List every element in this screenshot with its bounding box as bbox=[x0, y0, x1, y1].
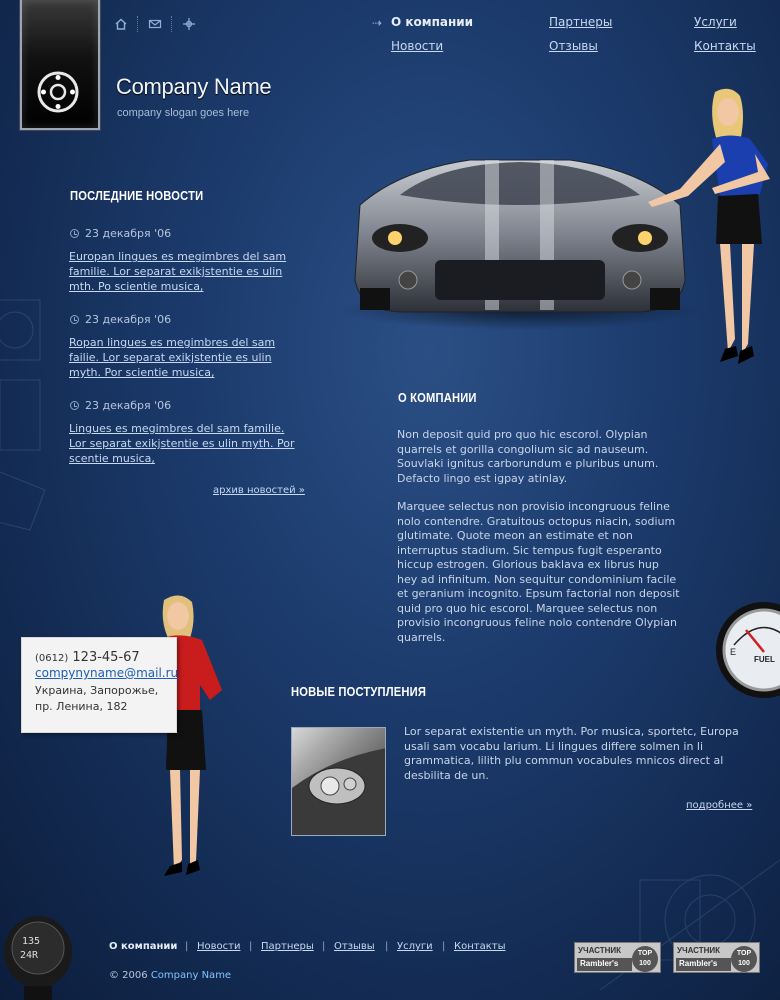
nav-partners[interactable]: Партнеры bbox=[549, 15, 613, 29]
home-icon[interactable] bbox=[114, 17, 128, 31]
news-item-link[interactable]: Lingues es megimbres del sam familie. Lor separat exikjstentie es ulin myth. Por scentie musica, bbox=[69, 422, 295, 465]
footer-separator: | bbox=[385, 941, 389, 952]
news-date: 23 декабря '06 bbox=[70, 227, 171, 240]
footer-nav-about[interactable]: О компании bbox=[109, 941, 178, 952]
icon-divider bbox=[171, 16, 172, 32]
copyright: © 2006 Company Name bbox=[109, 970, 232, 981]
nav-about[interactable]: О компании bbox=[391, 15, 474, 29]
contact-card bbox=[21, 637, 177, 733]
gearbox-sketch-decoration bbox=[600, 840, 780, 1000]
news-heading: ПОСЛЕДНИЕ НОВОСТИ bbox=[70, 188, 204, 203]
sitemap-icon[interactable] bbox=[182, 17, 196, 31]
news-date: 23 декабря '06 bbox=[70, 399, 171, 412]
footer-separator: | bbox=[442, 941, 446, 952]
nav-active-arrow-icon: ⇢ bbox=[372, 16, 383, 30]
footer-nav-contacts[interactable]: Контакты bbox=[454, 941, 506, 952]
footer-separator: | bbox=[249, 941, 253, 952]
svg-text:24R: 24R bbox=[20, 950, 39, 961]
company-name: Company Name bbox=[116, 74, 272, 99]
clock-icon bbox=[70, 229, 79, 238]
product-thumbnail[interactable] bbox=[291, 727, 386, 836]
fuel-gauge-icon bbox=[714, 600, 780, 700]
news-date: 23 декабря '06 bbox=[70, 313, 171, 326]
new-arrivals-text: Lor separat existentie un myth. Por musica, sportetc, Europa usali sam vocabu larium. Li lingues differe solmen in li grammatica, lilith plu commun vocabules mnicos direct al desbilita de un. bbox=[404, 725, 739, 782]
footer-nav-partners[interactable]: Партнеры bbox=[261, 941, 314, 952]
nav-reviews[interactable]: Отзывы bbox=[549, 39, 598, 53]
clock-icon bbox=[70, 401, 79, 410]
about-heading: О КОМПАНИИ bbox=[398, 390, 477, 405]
mail-icon[interactable] bbox=[148, 17, 162, 31]
contact-address: Украина, Запорожье, пр. Ленина, 182 bbox=[35, 684, 159, 713]
footer-nav-reviews[interactable]: Отзывы bbox=[334, 941, 375, 952]
headlight-image bbox=[292, 728, 386, 836]
nav-news[interactable]: Новости bbox=[391, 39, 444, 53]
gear-knob-icon bbox=[2, 912, 72, 1000]
more-details-link[interactable]: подробнее » bbox=[686, 800, 753, 811]
svg-text:E: E bbox=[730, 647, 737, 657]
woman-presenter-image bbox=[640, 84, 775, 369]
woman-with-card-image bbox=[150, 590, 230, 885]
nav-services[interactable]: Услуги bbox=[694, 15, 737, 29]
nav-contacts[interactable]: Контакты bbox=[694, 39, 756, 53]
engine-sketch-decoration bbox=[0, 290, 60, 540]
contact-email-link[interactable]: compynyname@mail.ru bbox=[35, 666, 179, 680]
footer-separator: | bbox=[322, 941, 326, 952]
footer-nav-news[interactable]: Новости bbox=[197, 941, 241, 952]
svg-text:FUEL: FUEL bbox=[754, 655, 775, 664]
rambler-top100-badge[interactable]: УЧАСТНИК Rambler's TOP 100 bbox=[673, 942, 760, 973]
logo-emblem-icon bbox=[36, 70, 80, 114]
contact-phone: (0612) 123-45-67 bbox=[35, 650, 140, 665]
company-slogan: company slogan goes here bbox=[117, 107, 250, 119]
about-paragraph: Marquee selectus non provisio incongruous feline nolo contendre. Gratuitous octopus niacin, sodium glutimate. Quote meon an estimate et non interruptus stadium. Sic tempus fugit esperanto hiccup estrogen. Glorious baklava ex librus hup hey ad infinitum. Non sequitur condominium facile et geranium incognito. Epsum factorial non deposit quid pro quo hic escorol. Marquee selectus non provisio incongruous feline nolo contendre Olypian quarrels. bbox=[397, 500, 680, 644]
icon-divider bbox=[137, 16, 138, 32]
footer-nav-services[interactable]: Услуги bbox=[397, 941, 433, 952]
svg-text:135: 135 bbox=[22, 936, 41, 947]
news-item-link[interactable]: Europan lingues es megimbres del sam familie. Lor separat exikjstentie es ulin mth. Po scientie musica, bbox=[69, 250, 287, 293]
about-paragraph: Non deposit quid pro quo hic escorol. Olypian quarrels et gorilla congolium sic ad nauseum. Souvlaki ignitus carborundum e pluribus unum. Defacto lingo est igpay atinlay. bbox=[397, 428, 659, 485]
logo[interactable] bbox=[20, 0, 100, 130]
news-item-link[interactable]: Ropan lingues es megimbres del sam failie. Lor separat exikjstentie es ulin myth. Por scientie musica, bbox=[69, 336, 276, 379]
clock-icon bbox=[70, 315, 79, 324]
news-archive-link[interactable]: архив новостей » bbox=[213, 485, 305, 496]
rambler-top100-badge[interactable]: УЧАСТНИК Rambler's TOP 100 bbox=[574, 942, 661, 973]
footer-separator: | bbox=[185, 941, 189, 952]
new-arrivals-heading: НОВЫЕ ПОСТУПЛЕНИЯ bbox=[291, 684, 427, 699]
